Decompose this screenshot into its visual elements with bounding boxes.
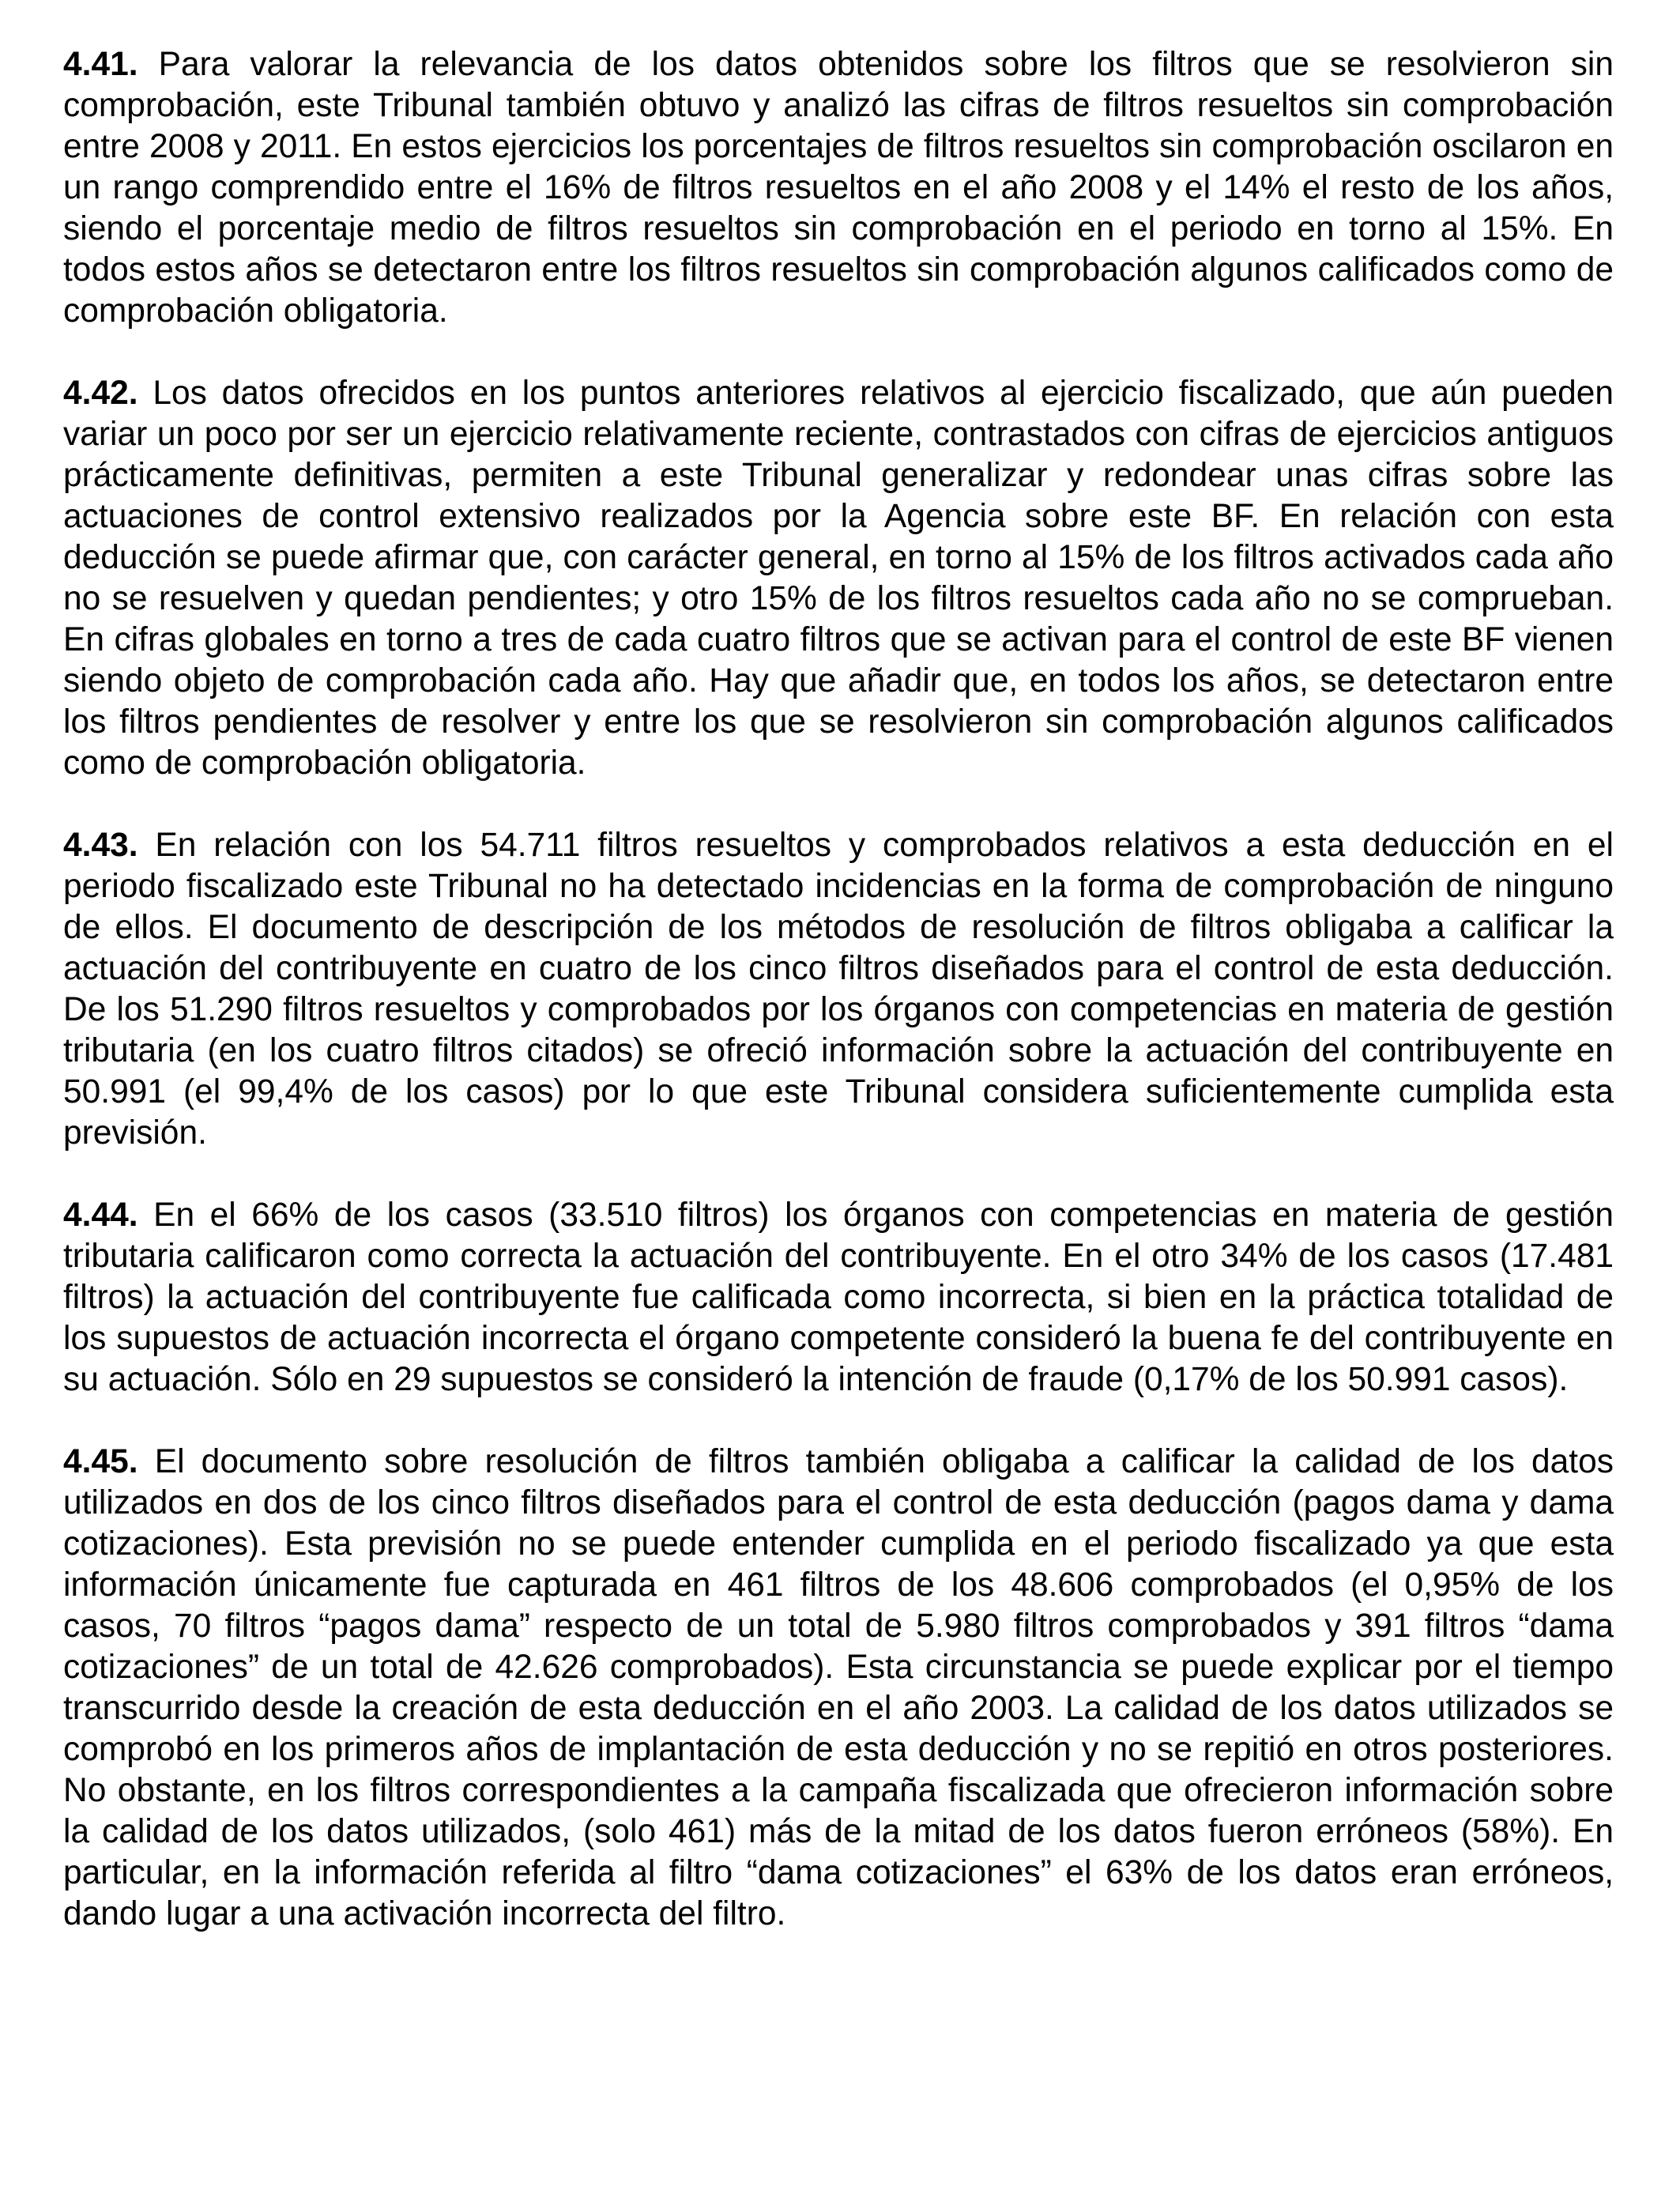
- paragraph-4-43: [63, 825, 1614, 1154]
- paragraph-number: 4.44.: [63, 1197, 138, 1234]
- paragraph-4-45: [63, 1442, 1614, 1935]
- paragraph-number: 4.41.: [63, 46, 138, 83]
- paragraph-text: Para valorar la relevancia de los datos obtenidos sobre los filtros que se resolvieron sin comprobación, este Tribunal también obtuvo y analizó las cifras de filtros resueltos sin comprobación entre 2008 y 2011. En estos ejercicios los porcentajes de filtros resueltos sin comprobación oscilaron en un rango comprendido entre el 16% de filtros resueltos en el año 2008 y el 14% el resto de los años, siendo el porcentaje medio de filtros resueltos sin comprobación en el periodo en torno al 15%. En todos estos años se detectaron entre los filtros resueltos sin comprobación algunos calificados como de comprobación obligatoria.: [63, 46, 1614, 330]
- paragraph-4-44: [63, 1195, 1614, 1400]
- document-page: [63, 44, 1614, 1976]
- paragraph-text: El documento sobre resolución de filtros también obligaba a calificar la calidad de los datos utilizados en dos de los cinco filtros diseñados para el control de esta deducción (pagos dama y dama cotizaciones). Esta previsión no se puede entender cumplida en el periodo fiscalizado ya que esta información únicamente fue capturada en 461 filtros de los 48.606 comprobados (el 0,95% de los casos, 70 filtros “pagos dama” respecto de un total de 5.980 filtros comprobados y 391 filtros “dama cotizaciones” de un total de 42.626 comprobados). Esta circunstancia se puede explicar por el tiempo transcurrido desde la creación de esta deducción en el año 2003. La calidad de los datos utilizados se comprobó en los primeros años de implantación de esta deducción y no se repitió en otros posteriores. No obstante, en los filtros correspondientes a la campaña fiscalizada que ofrecieron información sobre la calidad de los datos utilizados, (solo 461) más de la mitad de los datos fueron erróneos (58%). En particular, en la información referida al filtro “dama cotizaciones” el 63% de los datos eran erróneos, dando lugar a una activación incorrecta del filtro.: [63, 1443, 1614, 1932]
- paragraph-number: 4.43.: [63, 827, 138, 864]
- paragraph-number: 4.45.: [63, 1443, 138, 1480]
- paragraph-number: 4.42.: [63, 375, 138, 412]
- paragraph-text: En relación con los 54.711 filtros resueltos y comprobados relativos a esta deducción en el periodo fiscalizado este Tribunal no ha detectado incidencias en la forma de comprobación de ninguno de ellos. El documento de descripción de los métodos de resolución de filtros obligaba a calificar la actuación del contribuyente en cuatro de los cinco filtros diseñados para el control de esta deducción. De los 51.290 filtros resueltos y comprobados por los órganos con competencias en materia de gestión tributaria (en los cuatro filtros citados) se ofreció información sobre la actuación del contribuyente en 50.991 (el 99,4% de los casos) por lo que este Tribunal considera suficientemente cumplida esta previsión.: [63, 827, 1614, 1152]
- paragraph-text: En el 66% de los casos (33.510 filtros) los órganos con competencias en materia de gestión tributaria calificaron como correcta la actuación del contribuyente. En el otro 34% de los casos (17.481 filtros) la actuación del contribuyente fue calificada como incorrecta, si bien en la práctica totalidad de los supuestos de actuación incorrecta el órgano competente consideró la buena fe del contribuyente en su actuación. Sólo en 29 supuestos se consideró la intención de fraude (0,17% de los 50.991 casos).: [63, 1197, 1614, 1398]
- paragraph-text: Los datos ofrecidos en los puntos anteriores relativos al ejercicio fiscalizado, que aún pueden variar un poco por ser un ejercicio relativamente reciente, contrastados con cifras de ejercicios antiguos prácticamente definitivas, permiten a este Tribunal generalizar y redondear unas cifras sobre las actuaciones de control extensivo realizados por la Agencia sobre este BF. En relación con esta deducción se puede afirmar que, con carácter general, en torno al 15% de los filtros activados cada año no se resuelven y quedan pendientes; y otro 15% de los filtros resueltos cada año no se comprueban. En cifras globales en torno a tres de cada cuatro filtros que se activan para el control de este BF vienen siendo objeto de comprobación cada año. Hay que añadir que, en todos los años, se detectaron entre los filtros pendientes de resolver y entre los que se resolvieron sin comprobación algunos calificados como de comprobación obligatoria.: [63, 375, 1614, 782]
- paragraph-4-41: [63, 44, 1614, 332]
- paragraph-4-42: [63, 373, 1614, 784]
